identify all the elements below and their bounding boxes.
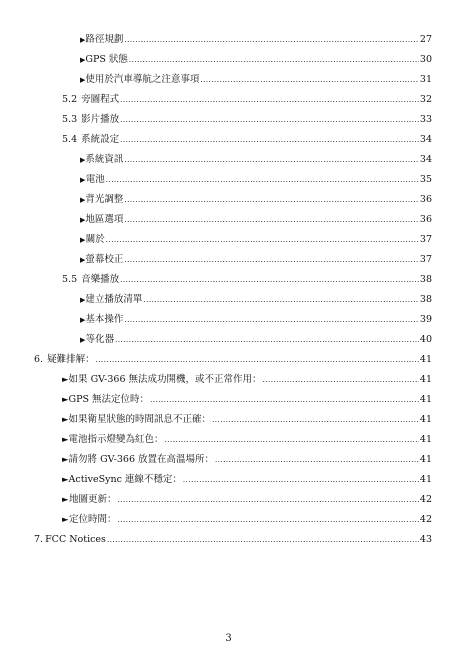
triangle-bullet-icon: ▶ — [80, 196, 86, 204]
toc-entry-page: 33 — [419, 114, 432, 125]
dot-leader — [124, 252, 418, 268]
dot-leader — [143, 292, 419, 308]
toc-entry-number: 5.2 — [62, 94, 78, 105]
toc-entry[interactable] — [80, 72, 432, 88]
toc-entry-page: 27 — [419, 34, 432, 45]
toc-entry-title: 電池 — [85, 174, 105, 185]
toc-entry-title: 背光調整 — [85, 194, 124, 205]
toc-entry-title: 等化器 — [85, 334, 115, 345]
toc-entry-page: 40 — [419, 334, 432, 345]
toc-entry-number: 6. — [34, 354, 44, 365]
triangle-bullet-icon: ▶ — [80, 316, 86, 324]
triangle-bullet-icon: ▶ — [80, 176, 86, 184]
toc-entry-page: 41 — [419, 374, 432, 385]
toc-entry-page: 38 — [419, 294, 432, 305]
toc-entry-title: 如果 GV-366 無法成功開機，或不正常作用： — [68, 374, 262, 385]
dot-leader — [120, 92, 419, 108]
triangle-bullet-icon: ▶ — [80, 296, 86, 304]
pointer-bullet-icon: ► — [62, 415, 69, 425]
toc-entry[interactable] — [62, 272, 432, 288]
toc-entry[interactable] — [62, 392, 432, 408]
toc-entry-title: 使用於汽車導航之注意事項 — [85, 74, 200, 85]
pointer-bullet-icon: ► — [62, 515, 69, 525]
toc-entry-page: 43 — [419, 534, 432, 545]
dot-leader — [150, 392, 419, 408]
toc-entry-title: 地圖更新： — [69, 494, 117, 505]
toc-entry[interactable] — [62, 132, 432, 148]
toc-entry-title: GPS 無法定位時： — [68, 394, 150, 405]
toc-entry-page: 41 — [419, 474, 432, 485]
toc-entry-title: 建立播放清單 — [85, 294, 143, 305]
triangle-bullet-icon: ▶ — [80, 36, 86, 44]
pointer-bullet-icon: ► — [62, 395, 69, 405]
toc-entry[interactable] — [80, 332, 432, 348]
triangle-bullet-icon: ▶ — [80, 156, 86, 164]
toc-entry[interactable] — [80, 252, 432, 268]
dot-leader — [200, 72, 419, 88]
dot-leader — [120, 112, 419, 128]
toc-entry-page: 34 — [419, 154, 432, 165]
toc-entry-title: 地區選項 — [85, 214, 124, 225]
dot-leader — [120, 272, 419, 288]
toc-entry[interactable] — [80, 152, 432, 168]
dot-leader — [129, 52, 419, 68]
toc-entry-number: 7. — [34, 534, 44, 545]
toc-entry-page: 42 — [419, 514, 432, 525]
toc-entry-page: 31 — [419, 74, 432, 85]
toc-entry-page: 38 — [419, 274, 432, 285]
toc-entry-page: 41 — [419, 414, 432, 425]
toc-entry-title: GPS 狀態 — [85, 54, 128, 65]
toc-entry[interactable] — [80, 32, 432, 48]
toc-entry-title: 旁圖程式 — [81, 94, 120, 105]
dot-leader — [120, 132, 419, 148]
dot-leader — [106, 232, 419, 248]
dot-leader — [124, 32, 418, 48]
toc-entry-title: 疑難排解： — [47, 354, 95, 365]
toc-entry-title: 螢幕校正 — [85, 254, 124, 265]
triangle-bullet-icon: ▶ — [80, 76, 86, 84]
toc-entry-title: 定位時間： — [69, 514, 117, 525]
toc-entry[interactable] — [80, 312, 432, 328]
toc-entry-title: 音樂播放 — [81, 274, 120, 285]
dot-leader — [165, 432, 419, 448]
toc-entry-title: 影片播放 — [81, 114, 120, 125]
toc-entry[interactable] — [62, 492, 432, 508]
dot-leader — [124, 312, 418, 328]
toc-entry-page: 35 — [419, 174, 432, 185]
dot-leader — [107, 532, 419, 548]
dot-leader — [215, 452, 419, 468]
toc-entry-title: 路徑規劃 — [85, 34, 124, 45]
triangle-bullet-icon: ▶ — [80, 336, 86, 344]
toc-entry-title: FCC Notices — [45, 534, 106, 545]
toc-entry[interactable] — [62, 512, 432, 528]
dot-leader — [118, 512, 419, 528]
toc-entry[interactable] — [62, 412, 432, 428]
toc-entry[interactable] — [62, 452, 432, 468]
pointer-bullet-icon: ► — [62, 455, 69, 465]
pointer-bullet-icon: ► — [62, 475, 69, 485]
triangle-bullet-icon: ▶ — [80, 256, 86, 264]
toc-entry[interactable] — [62, 472, 432, 488]
toc-entry-title: 關於 — [85, 234, 105, 245]
dot-leader — [124, 192, 418, 208]
toc-entry[interactable] — [34, 532, 432, 548]
toc-entry-page: 39 — [419, 314, 432, 325]
toc-entry[interactable] — [80, 52, 432, 68]
toc-entry[interactable] — [80, 172, 432, 188]
dot-leader — [124, 152, 418, 168]
toc-entry[interactable] — [80, 192, 432, 208]
toc-entry-title: 電池指示燈變為紅色： — [68, 434, 164, 445]
toc-entry-page: 36 — [419, 194, 432, 205]
toc-entry-title: 系統設定 — [81, 134, 120, 145]
toc-entry[interactable] — [80, 232, 432, 248]
dot-leader — [263, 372, 419, 388]
toc-entry-title: 系統資訊 — [85, 154, 124, 165]
toc-entry-page: 30 — [419, 54, 432, 65]
toc-entry-number: 5.4 — [62, 134, 78, 145]
toc-entry-page: 42 — [419, 494, 432, 505]
toc-entry-number: 5.5 — [62, 274, 78, 285]
toc-entry-number: 5.3 — [62, 114, 78, 125]
triangle-bullet-icon: ▶ — [80, 236, 86, 244]
toc-entry-title: ActiveSync 連線不穩定： — [68, 474, 182, 485]
dot-leader — [124, 212, 418, 228]
triangle-bullet-icon: ▶ — [80, 56, 86, 64]
dot-leader — [183, 472, 419, 488]
toc-entry-page: 41 — [419, 354, 432, 365]
toc-entry-page: 32 — [419, 94, 432, 105]
toc-entry-page: 41 — [419, 454, 432, 465]
toc-entry-page: 41 — [419, 434, 432, 445]
dot-leader — [118, 492, 419, 508]
pointer-bullet-icon: ► — [62, 495, 69, 505]
dot-leader — [115, 332, 419, 348]
toc-entry[interactable] — [62, 372, 432, 388]
pointer-bullet-icon: ► — [62, 375, 69, 385]
dot-leader — [96, 352, 419, 368]
toc-entry-title: 基本操作 — [85, 314, 124, 325]
dot-leader — [212, 412, 419, 428]
triangle-bullet-icon: ▶ — [80, 216, 86, 224]
toc-entry[interactable] — [62, 112, 432, 128]
toc-entry-page: 37 — [419, 234, 432, 245]
toc-entry-page: 37 — [419, 254, 432, 265]
toc-entry[interactable] — [62, 432, 432, 448]
toc-entry-page: 34 — [419, 134, 432, 145]
toc-entry[interactable] — [80, 292, 432, 308]
dot-leader — [106, 172, 419, 188]
page-number: 3 — [225, 633, 232, 644]
toc-entry-page: 36 — [419, 214, 432, 225]
toc-entry-title: 如果衛星狀態的時間訊息不正確： — [68, 414, 212, 425]
toc-entry[interactable] — [80, 212, 432, 228]
toc-entry-title: 請勿將 GV-366 放置在高溫場所： — [68, 454, 215, 465]
toc-entry[interactable] — [34, 352, 432, 368]
toc-entry-page: 41 — [419, 394, 432, 405]
toc-entry[interactable] — [62, 92, 432, 108]
pointer-bullet-icon: ► — [62, 435, 69, 445]
